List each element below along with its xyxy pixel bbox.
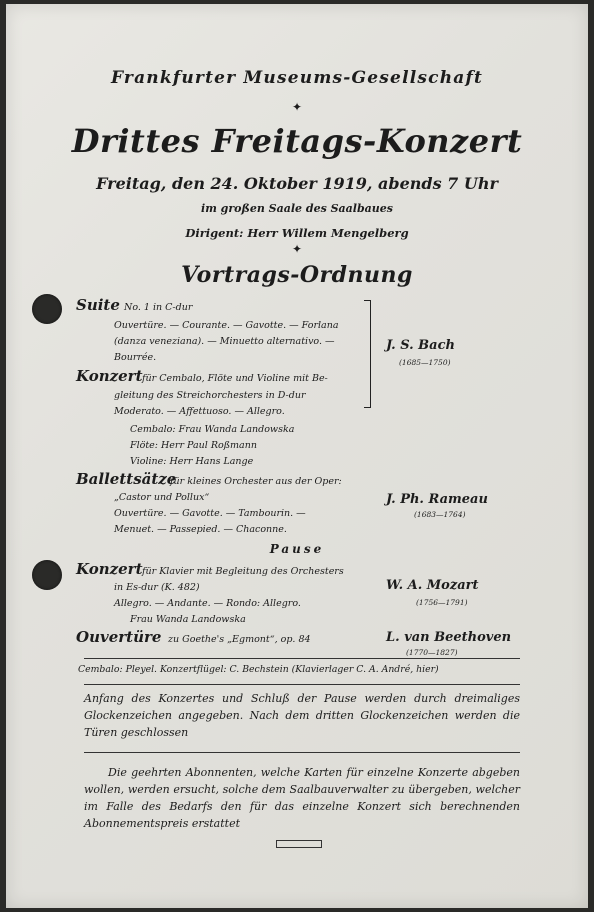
concert-title: Drittes Freitags-Konzert	[71, 122, 523, 160]
ballet-opera: „Castor und Pollux“	[114, 492, 210, 503]
concerto-line-2: Moderato. — Affettuoso. — Allegro.	[114, 406, 285, 417]
footer-ornament-icon	[276, 840, 322, 848]
composer-rameau: J. Ph. Rameau	[386, 492, 488, 507]
society-name: Frankfurter Museums-Gesellschaft	[110, 68, 484, 88]
conductor: Dirigent: Herr Willem Mengelberg	[185, 226, 409, 240]
ornament-icon: ✦	[291, 242, 303, 256]
divider	[84, 752, 520, 753]
instruments-note: Cembalo: Pleyel. Konzertflügel: C. Bechstein (Klavierlager C. A. André, hier)	[78, 664, 439, 675]
suite-title: Suite	[76, 296, 120, 314]
composer-mozart: W. A. Mozart	[386, 578, 479, 593]
dates-mozart: (1756—1791)	[416, 598, 468, 607]
concerto-details: für Cembalo, Flöte und Violine mit Be-	[142, 373, 328, 384]
mozart-performer: Frau Wanda Landowska	[130, 614, 246, 625]
overture-title: Ouvertüre	[76, 628, 162, 646]
ballet-details: für kleines Orchester aus der Oper:	[170, 476, 342, 487]
program-heading: Vortrags-Ordnung	[181, 262, 413, 288]
suite-details: No. 1 in C-dur	[124, 302, 193, 313]
dates-bach: (1685—1750)	[399, 358, 451, 367]
punch-hole-bottom	[32, 560, 62, 590]
concerto-line-1: gleitung des Streichorchesters in D-dur	[114, 390, 306, 401]
mozart-details: für Klavier mit Begleitung des Orchesters	[142, 566, 344, 577]
performer-violin: Violine: Herr Hans Lange	[130, 456, 254, 467]
venue: im großen Saale des Saalbaues	[201, 202, 393, 215]
overture-details: zu Goethe's „Egmont“, op. 84	[168, 634, 311, 645]
composer-bach: J. S. Bach	[386, 338, 455, 353]
divider	[84, 658, 520, 659]
divider	[84, 684, 520, 685]
suite-movements-3: Bourrée.	[114, 352, 157, 363]
date-line: Freitag, den 24. Oktober 1919, abends 7 Uhr	[96, 174, 498, 193]
dates-beethoven: (1770—1827)	[406, 648, 458, 657]
punch-hole-top	[32, 294, 62, 324]
mozart-movements: Allegro. — Andante. — Rondo: Allegro.	[114, 598, 301, 609]
performer-cembalo: Cembalo: Frau Wanda Landowska	[130, 424, 295, 435]
pause-label: Pause	[269, 542, 325, 556]
performer-flute: Flöte: Herr Paul Roßmann	[130, 440, 257, 451]
notice-subscribers: Die geehrten Abonnenten, welche Karten für einzelne Konzerte abgeben wollen, werden ersucht, solche dem Saalbauverwalter zu übergeben, welcher im Falle des Bedarfs den für das einzelne Konzert sich berechnenden Abonnementspreis erstattet	[84, 766, 520, 830]
notice-bells: Anfang des Konzertes und Schluß der Pause werden durch dreimaliges Glockenzeichen angegeben. Nach dem dritten Glockenzeichen werden die Türen geschlossen	[84, 692, 520, 739]
composer-beethoven: L. van Beethoven	[386, 630, 512, 645]
concerto-title: Konzert	[76, 367, 143, 385]
dates-rameau: (1683—1764)	[414, 510, 466, 519]
program-sheet	[6, 4, 588, 908]
suite-movements-1: Ouvertüre. — Courante. — Gavotte. — Forlana	[114, 320, 339, 331]
mozart-concerto-title: Konzert	[76, 560, 143, 578]
mozart-key: in Es-dur (K. 482)	[114, 582, 200, 593]
ballet-movements-2: Menuet. — Passepied. — Chaconne.	[114, 524, 287, 535]
suite-movements-2: (danza veneziana). — Minuetto alternativo. —	[114, 336, 335, 347]
ballet-movements-1: Ouvertüre. — Gavotte. — Tambourin. —	[114, 508, 306, 519]
ornament-icon: ✦	[291, 100, 303, 114]
ballet-title: Ballettsätze	[76, 470, 177, 488]
bracket	[364, 300, 371, 408]
